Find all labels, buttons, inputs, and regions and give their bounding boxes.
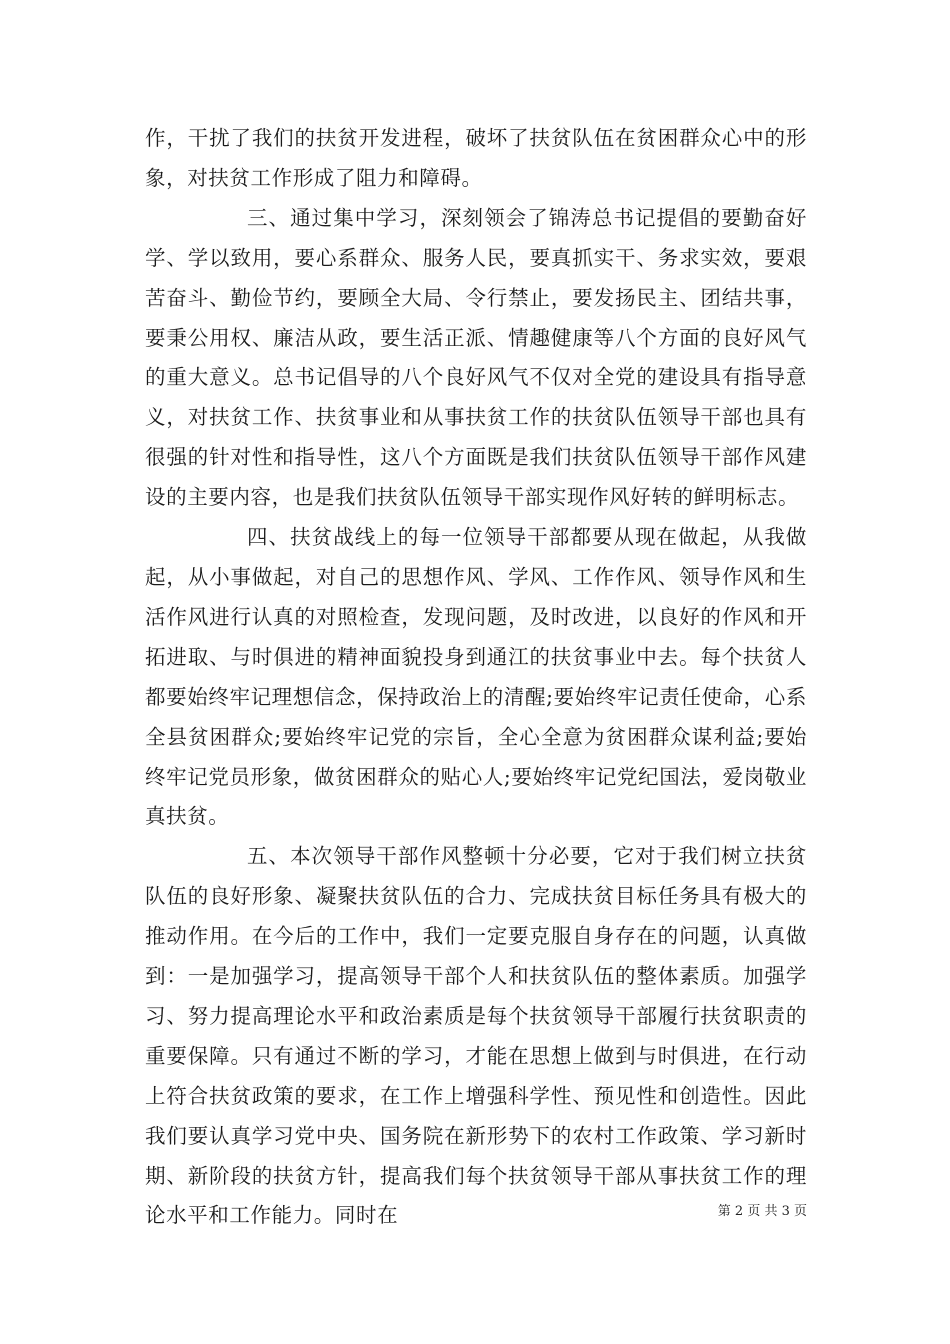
- document-body: [145, 119, 807, 1236]
- paragraph-2: 三、通过集中学习，深刻领会了锦涛总书记提倡的要勤奋好学、学以致用，要心系群众、服务人民，要真抓实干、务求实效，要艰苦奋斗、勤俭节约，要顾全大局、令行禁止，要发扬民主、团结共事，要秉公用权、廉洁从政，要生活正派、情趣健康等八个方面的良好风气的重大意义。总书记倡导的八个良好风气不仅对全党的建设具有指导意义，对扶贫工作、扶贫事业和从事扶贫工作的扶贫队伍领导干部也具有很强的针对性和指导性，这八个方面既是我们扶贫队伍领导干部作风建设的主要内容，也是我们扶贫队伍领导干部实现作风好转的鲜明标志。: [145, 205, 807, 510]
- paragraph-3: 四、扶贫战线上的每一位领导干部都要从现在做起，从我做起，从小事做起，对自己的思想作风、学风、工作作风、领导作风和生活作风进行认真的对照检查，发现问题，及时改进，以良好的作风和开拓进取、与时俱进的精神面貌投身到通江的扶贫事业中去。每个扶贫人都要始终牢记理想信念，保持政治上的清醒;要始终牢记责任使命，心系全县贫困群众;要始终牢记党的宗旨，全心全意为贫困群众谋利益;要始终牢记党员形象，做贫困群众的贴心人;要始终牢记党纪国法，爱岗敬业真扶贫。: [145, 525, 807, 829]
- paragraph-4: 五、本次领导干部作风整顿十分必要，它对于我们树立扶贫队伍的良好形象、凝聚扶贫队伍的合力、完成扶贫目标任务具有极大的推动作用。在今后的工作中，我们一定要克服自身存在的问题，认真做到：一是加强学习，提高领导干部个人和扶贫队伍的整体素质。加强学习、努力提高理论水平和政治素质是每个扶贫领导干部履行扶贫职责的重要保障。只有通过不断的学习，才能在思想上做到与时俱进，在行动上符合扶贫政策的要求，在工作上增强科学性、预见性和创造性。因此我们要认真学习党中央、国务院在新形势下的农村工作政策、学习新时期、新阶段的扶贫方针，提高我们每个扶贫领导干部从事扶贫工作的理论水平和工作能力。同时在: [145, 844, 807, 1228]
- page-number-footer: 第 2 页 共 3 页: [717, 1204, 807, 1219]
- paragraph-1: 作，干扰了我们的扶贫开发进程，破坏了扶贫队伍在贫困群众心中的形象，对扶贫工作形成了阻力和障碍。: [145, 126, 807, 190]
